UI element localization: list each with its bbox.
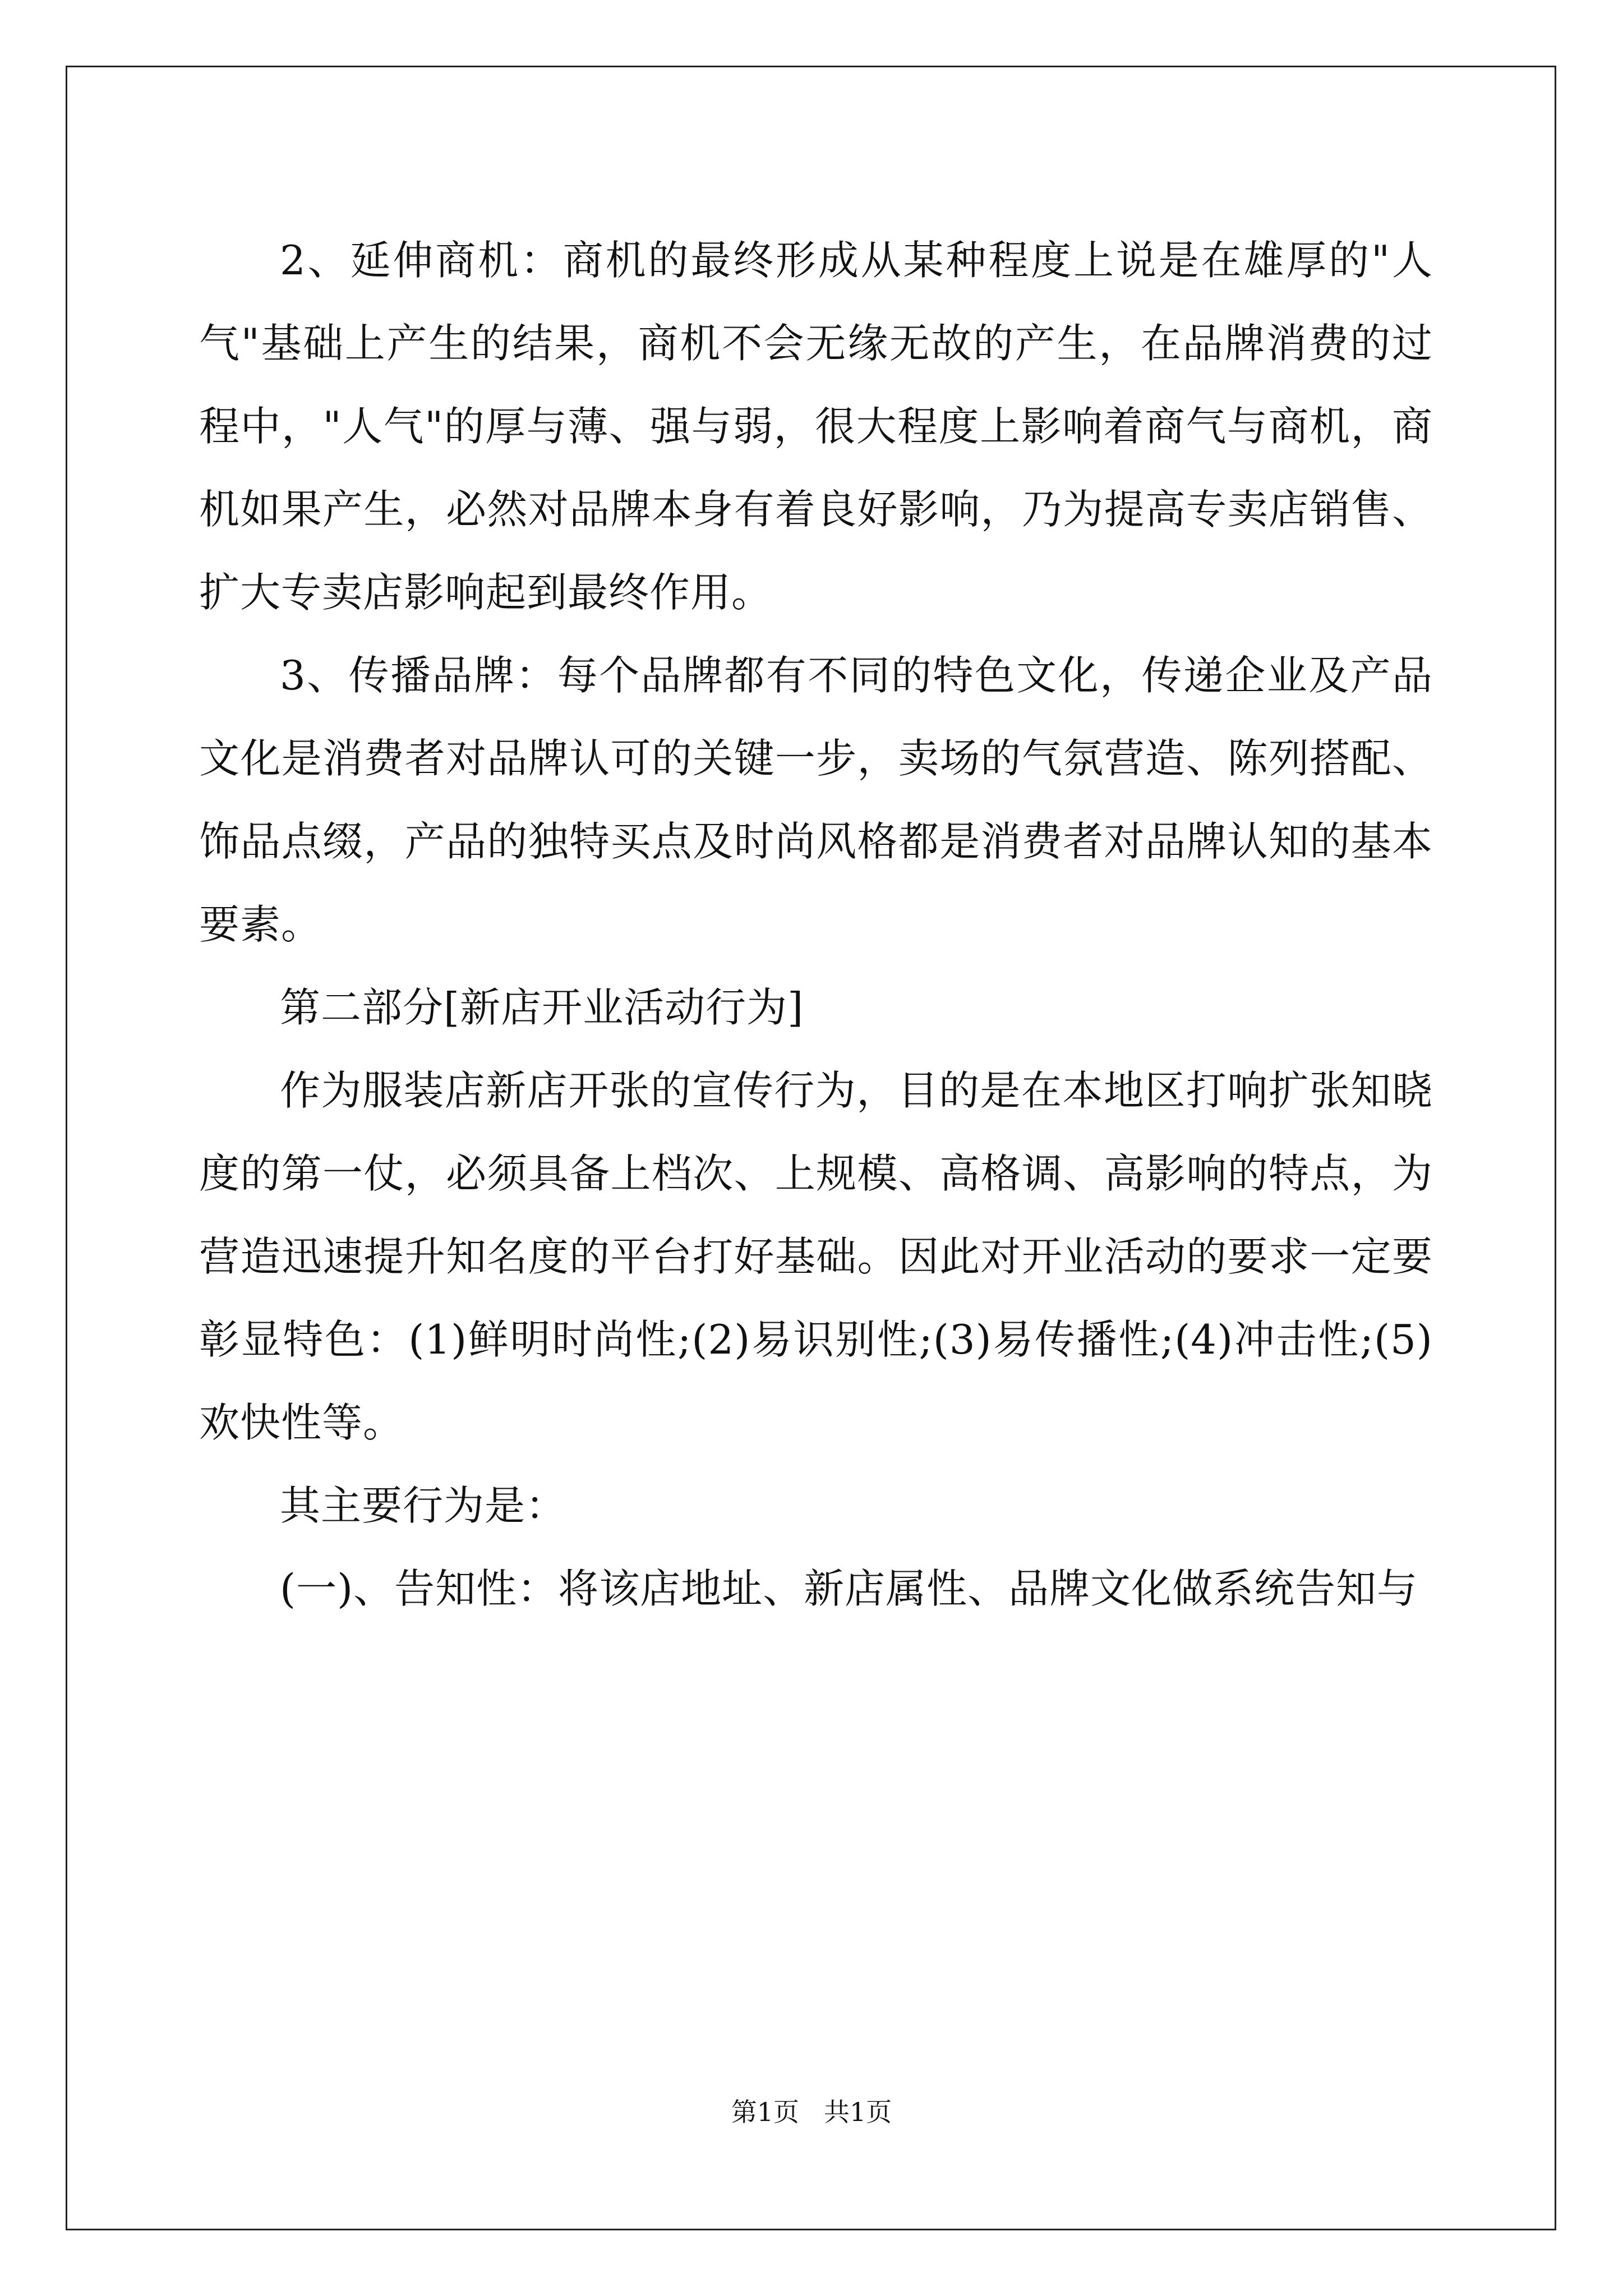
section-heading-part-two: 第二部分[新店开业活动行为] (280, 984, 804, 1031)
page-number-total: 共1页 (824, 2097, 892, 2127)
paragraph-opening-promotion: 作为服装店新店开张的宣传行为，目的是在本地区打响扩张知晓度的第一仗，必须具备上档次、上规模、高格调、高影响的特点，为营造迅速提升知名度的平台打好基础。因此对开业活动的要求一定要彰显特色：(1)鲜明时尚性;(2)易识别性;(3)易传播性;(4)冲击性;(5)欢快性等。 (199, 1067, 1433, 1446)
document-body (199, 219, 1433, 1630)
paragraph-spread-brand: 3、传播品牌：每个品牌都有不同的特色文化，传递企业及产品文化是消费者对品牌认可的关键一步，卖场的气氛营造、陈列搭配、饰品点缀，产品的独特买点及时尚风格都是消费者对品牌认知的基本要素。 (199, 652, 1433, 948)
paragraph-notice: (一)、告知性：将该店地址、新店属性、品牌文化做系统告知与 (280, 1565, 1418, 1612)
page-number-current: 第1页 (731, 2097, 799, 2127)
page-footer (0, 2095, 1623, 2129)
paragraph-extend-opportunity: 2、延伸商机：商机的最终形成从某种程度上说是在雄厚的"人气"基础上产生的结果，商机不会无缘无故的产生，在品牌消费的过程中，"人气"的厚与薄、强与弱，很大程度上影响着商气与商机，商机如果产生，必然对品牌本身有着良好影响，乃为提高专卖店销售、扩大专卖店影响起到最终作用。 (199, 237, 1433, 616)
paragraph-main-actions: 其主要行为是： (280, 1482, 567, 1529)
